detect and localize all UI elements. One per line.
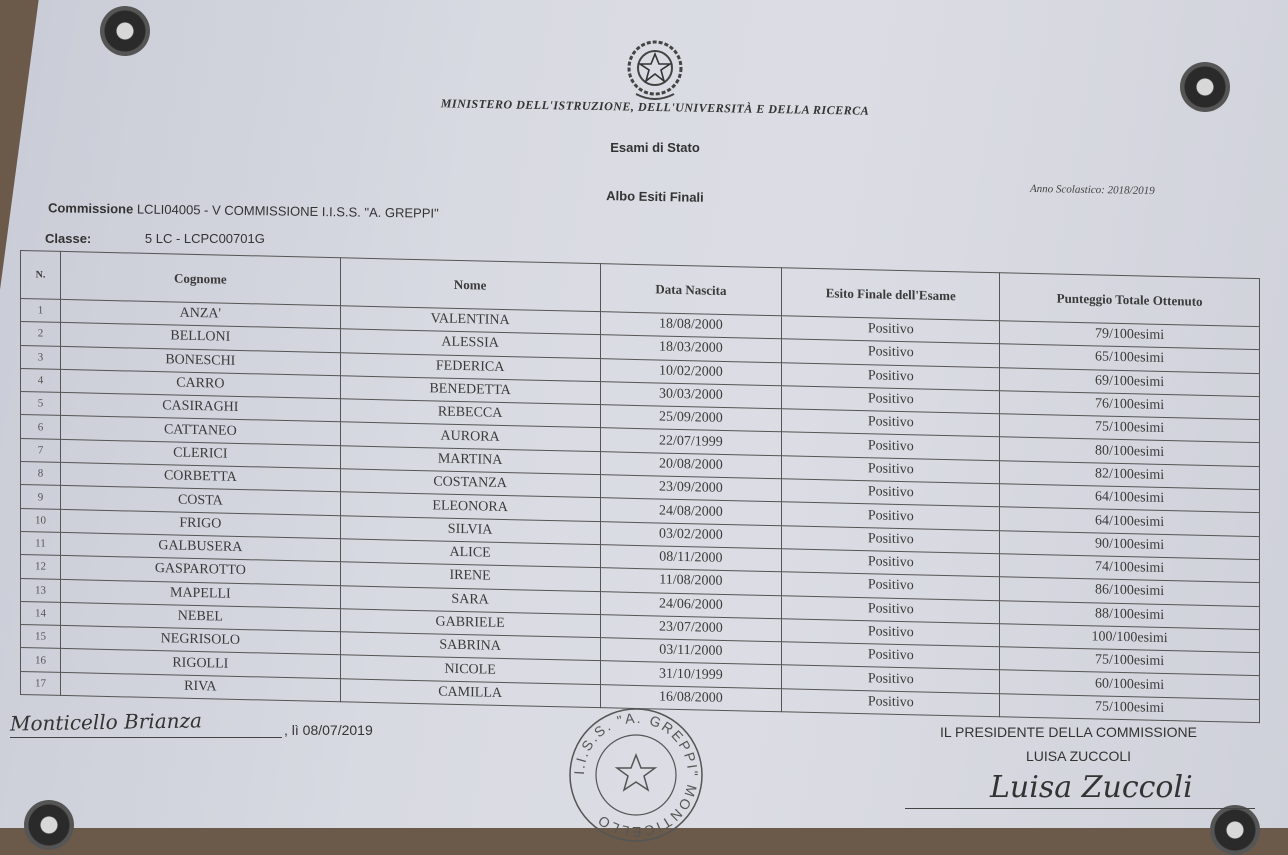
outcome-cell: Positivo	[782, 386, 1000, 414]
class-value: 5 LC - LCPC00701G	[144, 231, 265, 246]
score-cell: 79/100esimi	[1000, 321, 1260, 350]
first-name-cell: NICOLE	[340, 655, 600, 684]
row-number: 2	[21, 322, 61, 346]
surname-cell: GASPAROTTO	[60, 556, 340, 586]
score-cell: 82/100esimi	[1000, 461, 1260, 490]
first-name-cell: AURORA	[340, 422, 600, 451]
score-cell: 65/100esimi	[1000, 344, 1260, 373]
commission-value: LCLI04005 - V COMMISSIONE I.I.S.S. "A. GREPPI"	[136, 201, 439, 221]
row-number: 17	[21, 671, 61, 695]
score-cell: 64/100esimi	[1000, 484, 1260, 513]
row-number: 5	[21, 392, 61, 416]
surname-cell: BELLONI	[60, 323, 340, 353]
surname-cell: NEBEL	[60, 602, 340, 632]
school-stamp-icon	[566, 705, 706, 845]
surname-cell: ANZA'	[60, 299, 340, 329]
first-name-cell: ELEONORA	[340, 492, 600, 521]
first-name-cell: GABRIELE	[340, 609, 600, 638]
row-number: 16	[21, 648, 61, 672]
birth-date-cell: 08/11/2000	[600, 545, 782, 572]
row-number: 4	[21, 368, 61, 392]
row-number: 11	[21, 531, 61, 555]
outcome-cell: Positivo	[782, 316, 1000, 344]
birth-date-cell: 03/11/2000	[600, 638, 782, 665]
birth-date-cell: 30/03/2000	[600, 382, 782, 409]
italian-republic-emblem-icon	[624, 36, 686, 104]
birth-date-cell: 24/08/2000	[600, 498, 782, 525]
outcome-cell: Positivo	[782, 689, 1000, 717]
outcome-cell: Positivo	[782, 619, 1000, 647]
first-name-cell: COSTANZA	[340, 469, 600, 498]
row-number: 13	[21, 578, 61, 602]
row-number: 10	[21, 508, 61, 532]
column-header: Data Nascita	[600, 264, 782, 316]
row-number: 3	[21, 345, 61, 369]
birth-date-cell: 16/08/2000	[600, 684, 782, 711]
score-cell: 76/100esimi	[1000, 391, 1260, 420]
surname-cell: CARRO	[60, 369, 340, 399]
outcome-cell: Positivo	[782, 479, 1000, 507]
surname-cell: BONESCHI	[60, 346, 340, 376]
birth-date-cell: 25/09/2000	[600, 405, 782, 432]
score-cell: 69/100esimi	[1000, 367, 1260, 396]
row-number: 15	[21, 625, 61, 649]
surname-cell: GALBUSERA	[60, 532, 340, 562]
surname-cell: RIVA	[60, 672, 340, 702]
class-line	[45, 231, 265, 246]
first-name-cell: IRENE	[340, 562, 600, 591]
surname-cell: FRIGO	[60, 509, 340, 539]
place-underline	[10, 737, 282, 738]
binder-hole-icon	[1180, 62, 1230, 112]
outcome-cell: Positivo	[782, 572, 1000, 600]
birth-date-cell: 24/06/2000	[600, 591, 782, 618]
binder-hole-icon	[1210, 805, 1260, 855]
column-header: Nome	[340, 258, 600, 312]
outcome-cell: Positivo	[782, 642, 1000, 670]
list-title: Albo Esiti Finali	[606, 188, 704, 205]
president-title: IL PRESIDENTE DELLA COMMISSIONE	[940, 724, 1197, 740]
outcome-cell: Positivo	[782, 432, 1000, 460]
birth-date-cell: 18/08/2000	[600, 312, 782, 339]
birth-date-cell: 23/07/2000	[600, 615, 782, 642]
document-date: , lì 08/07/2019	[284, 722, 373, 738]
surname-cell: CORBETTA	[60, 462, 340, 492]
surname-cell: NEGRISOLO	[60, 626, 340, 656]
score-cell: 88/100esimi	[1000, 600, 1260, 629]
binder-hole-icon	[24, 800, 74, 850]
outcome-cell: Positivo	[782, 595, 1000, 623]
row-number: 14	[21, 601, 61, 625]
president-name: LUISA ZUCCOLI	[1026, 748, 1132, 764]
first-name-cell: ALICE	[340, 539, 600, 568]
row-number: 7	[21, 438, 61, 462]
score-cell: 100/100esimi	[1000, 624, 1260, 653]
outcome-cell: Positivo	[782, 456, 1000, 484]
row-number: 9	[21, 485, 61, 509]
outcome-cell: Positivo	[782, 339, 1000, 367]
class-label: Classe:	[45, 231, 92, 246]
first-name-cell: REBECCA	[340, 399, 600, 428]
place-handwritten: Monticello Brianza	[9, 708, 203, 736]
surname-cell: COSTA	[60, 486, 340, 516]
first-name-cell: SILVIA	[340, 515, 600, 544]
surname-cell: CASIRAGHI	[60, 393, 340, 423]
birth-date-cell: 10/02/2000	[600, 358, 782, 385]
first-name-cell: VALENTINA	[340, 306, 600, 335]
surname-cell: MAPELLI	[60, 579, 340, 609]
column-header: Cognome	[60, 251, 340, 305]
signature-line	[905, 808, 1255, 809]
birth-date-cell: 31/10/1999	[600, 661, 782, 688]
score-cell: 90/100esimi	[1000, 530, 1260, 559]
birth-date-cell: 03/02/2000	[600, 521, 782, 548]
score-cell: 75/100esimi	[1000, 414, 1260, 443]
birth-date-cell: 20/08/2000	[600, 451, 782, 478]
surname-cell: CLERICI	[60, 439, 340, 469]
birth-date-cell: 18/03/2000	[600, 335, 782, 362]
outcome-cell: Positivo	[782, 525, 1000, 553]
commission-label: Commissione	[47, 200, 134, 217]
score-cell: 80/100esimi	[1000, 437, 1260, 466]
birth-date-cell: 22/07/1999	[600, 428, 782, 455]
birth-date-cell: 11/08/2000	[600, 568, 782, 595]
score-cell: 75/100esimi	[1000, 693, 1260, 722]
stamp-text: I.I.S.S. "A. GREPPI" MONTICELLO	[570, 709, 702, 841]
exam-title: Esami di Stato	[610, 140, 700, 155]
row-number: 1	[21, 299, 61, 323]
row-number: 6	[21, 415, 61, 439]
ministry-heading: MINISTERO DELL'ISTRUZIONE, DELL'UNIVERSITÀ E DELLA RICERCA	[440, 96, 870, 118]
score-cell: 64/100esimi	[1000, 507, 1260, 536]
svg-text:I.I.S.S. "A. GREPPI" MONTICELL	[571, 710, 701, 840]
row-number: 8	[21, 462, 61, 486]
first-name-cell: SARA	[340, 585, 600, 614]
outcome-cell: Positivo	[782, 409, 1000, 437]
score-cell: 86/100esimi	[1000, 577, 1260, 606]
school-year: Anno Scolastico: 2018/2019	[1029, 182, 1155, 198]
first-name-cell: SABRINA	[340, 632, 600, 661]
score-cell: 75/100esimi	[1000, 647, 1260, 676]
score-cell: 74/100esimi	[1000, 554, 1260, 583]
surname-cell: CATTANEO	[60, 416, 340, 446]
first-name-cell: CAMILLA	[340, 679, 600, 708]
first-name-cell: MARTINA	[340, 446, 600, 475]
first-name-cell: ALESSIA	[340, 329, 600, 358]
birth-date-cell: 23/09/2000	[600, 475, 782, 502]
column-header: Punteggio Totale Ottenuto	[1000, 273, 1260, 327]
president-signature: Luisa Zuccoli	[990, 770, 1193, 805]
outcome-cell: Positivo	[782, 502, 1000, 530]
results-table	[20, 250, 1260, 723]
outcome-cell: Positivo	[782, 549, 1000, 577]
binder-hole-icon	[100, 6, 150, 56]
score-cell: 60/100esimi	[1000, 670, 1260, 699]
outcome-cell: Positivo	[782, 362, 1000, 390]
column-header: N.	[21, 251, 61, 300]
surname-cell: RIGOLLI	[60, 649, 340, 679]
results-table-container	[20, 250, 1260, 738]
first-name-cell: BENEDETTA	[340, 376, 600, 405]
outcome-cell: Positivo	[782, 665, 1000, 693]
column-header: Esito Finale dell'Esame	[782, 268, 1000, 321]
row-number: 12	[21, 555, 61, 579]
first-name-cell: FEDERICA	[340, 352, 600, 381]
